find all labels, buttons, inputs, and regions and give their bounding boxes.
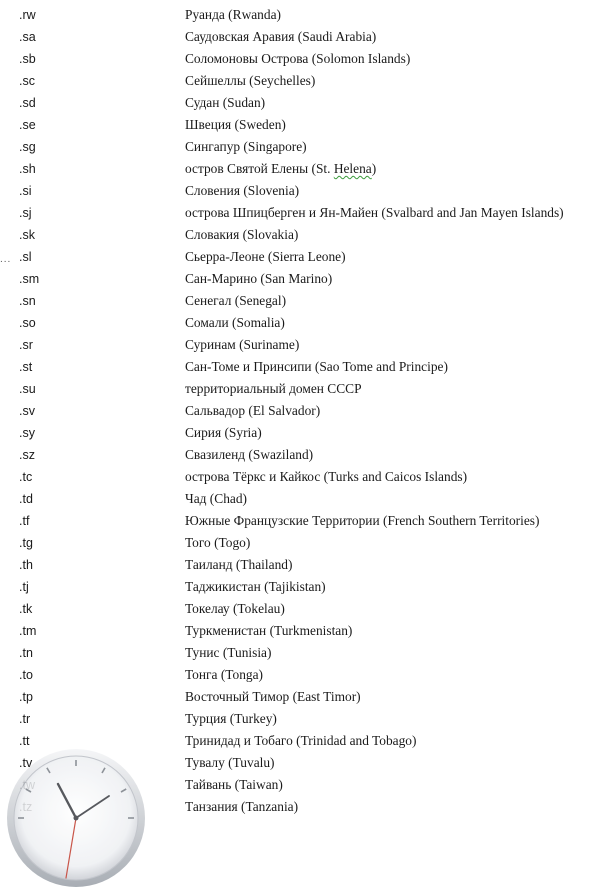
- table-row: [0, 466, 605, 488]
- tld-code: .rw: [19, 8, 36, 22]
- tld-code: .sj: [19, 206, 32, 220]
- table-row: [0, 400, 605, 422]
- country-name: Танзания (Tanzania): [185, 799, 299, 814]
- country-name: Сингапур (Singapore): [185, 139, 307, 154]
- table-row: [0, 620, 605, 642]
- country-name: Южные Французские Территории (French Southern Territories): [185, 513, 540, 528]
- table-row: [0, 70, 605, 92]
- table-row: [0, 378, 605, 400]
- tld-code: .sz: [19, 448, 35, 462]
- country-name: Того (Togo): [185, 535, 251, 550]
- tld-code: .tf: [19, 514, 30, 528]
- country-name: Саудовская Аравия (Saudi Arabia): [185, 29, 377, 44]
- tld-code: .tj: [19, 580, 29, 594]
- country-name: Туркменистан (Turkmenistan): [185, 623, 353, 638]
- table-row: [0, 598, 605, 620]
- country-name: Судан (Sudan): [185, 95, 266, 110]
- table-row: [0, 532, 605, 554]
- table-row: [0, 180, 605, 202]
- table-row: [0, 576, 605, 598]
- table-row: [0, 4, 605, 26]
- table-row: [0, 686, 605, 708]
- tld-code: .to: [19, 668, 33, 682]
- country-name: Сенегал (Senegal): [185, 293, 287, 308]
- tld-table: [0, 4, 605, 818]
- tld-code: .sn: [19, 294, 36, 308]
- country-name: Тунис (Tunisia): [185, 645, 272, 660]
- table-row: [0, 554, 605, 576]
- tld-code: .sk: [19, 228, 35, 242]
- table-row: [0, 488, 605, 510]
- table-row: [0, 246, 605, 268]
- country-name: Таиланд (Thailand): [185, 557, 293, 572]
- country-name: остров Святой Елены (St. Helena): [185, 161, 377, 176]
- tld-code: .tp: [19, 690, 33, 704]
- tld-code: .td: [19, 492, 33, 506]
- table-row: [0, 708, 605, 730]
- tld-code: .tm: [19, 624, 37, 638]
- country-name: Сальвадор (El Salvador): [185, 403, 321, 418]
- country-name: Тайвань (Taiwan): [185, 777, 283, 792]
- country-name: Сомали (Somalia): [185, 315, 285, 330]
- table-row: [0, 158, 605, 180]
- country-name: Восточный Тимор (East Timor): [185, 689, 361, 704]
- tld-code: .sb: [19, 52, 36, 66]
- country-name: Турция (Turkey): [185, 711, 277, 726]
- country-name: Суринам (Suriname): [185, 337, 300, 352]
- country-name: Руанда (Rwanda): [185, 7, 281, 22]
- table-row: [0, 664, 605, 686]
- tld-code: .so: [19, 316, 36, 330]
- tld-code: .tt: [19, 734, 30, 748]
- tld-code: .tk: [19, 602, 33, 616]
- tld-code: .sg: [19, 140, 36, 154]
- tld-code: .se: [19, 118, 36, 132]
- country-name: острова Шпицберген и Ян-Майен (Svalbard and Jan Mayen Islands): [185, 205, 564, 220]
- tld-code: .tg: [19, 536, 33, 550]
- country-name: Таджикистан (Tajikistan): [185, 579, 326, 594]
- tld-code: .tr: [19, 712, 31, 726]
- table-row: [0, 26, 605, 48]
- tld-code: .tc: [19, 470, 33, 484]
- country-name: Сан-Марино (San Marino): [185, 271, 333, 286]
- country-name: территориальный домен СССР: [185, 381, 362, 396]
- country-name: Словакия (Slovakia): [185, 227, 299, 242]
- table-row: [0, 422, 605, 444]
- country-name: Свазиленд (Swaziland): [185, 447, 314, 462]
- tld-code: .st: [19, 360, 33, 374]
- table-row: [0, 136, 605, 158]
- country-name: Швеция (Sweden): [185, 117, 286, 132]
- country-name: Тринидад и Тобаго (Trinidad and Tobago): [185, 733, 417, 748]
- table-row: [0, 334, 605, 356]
- clock-center: [74, 816, 79, 821]
- country-name: Сан-Томе и Принсипи (Sao Tome and Principe): [185, 359, 448, 374]
- country-name: Сьерра-Леоне (Sierra Leone): [185, 249, 346, 264]
- tld-code: .sm: [19, 272, 40, 286]
- tld-code: .tv: [19, 756, 33, 770]
- country-name: острова Тёркс и Кайкос (Turks and Caicos Islands): [185, 469, 468, 484]
- country-name: Чад (Chad): [185, 491, 247, 506]
- tld-code: .sv: [19, 404, 35, 418]
- table-row: [0, 510, 605, 532]
- tld-code: .sr: [19, 338, 33, 352]
- tld-code: .su: [19, 382, 36, 396]
- table-row: [0, 642, 605, 664]
- tld-code: .si: [19, 184, 32, 198]
- tld-code: .tn: [19, 646, 33, 660]
- country-name: Сейшеллы (Seychelles): [185, 73, 316, 88]
- country-name: Токелау (Tokelau): [185, 601, 285, 616]
- country-name: Соломоновы Острова (Solomon Islands): [185, 51, 411, 66]
- table-row: [0, 224, 605, 246]
- tld-code: .sa: [19, 30, 36, 44]
- tld-code: .sl: [19, 250, 32, 264]
- country-name: Тонга (Tonga): [185, 667, 264, 682]
- tld-code: .th: [19, 558, 33, 572]
- table-row: [0, 356, 605, 378]
- table-row: [0, 202, 605, 224]
- table-row: [0, 290, 605, 312]
- margin-mark: ...: [0, 254, 12, 265]
- tld-code: .sc: [19, 74, 35, 88]
- table-row: [0, 312, 605, 334]
- table-row: [0, 92, 605, 114]
- country-name: Словения (Slovenia): [185, 183, 300, 198]
- country-name: Тувалу (Tuvalu): [185, 755, 275, 770]
- table-row: [0, 444, 605, 466]
- analog-clock-icon[interactable]: [6, 748, 146, 888]
- tld-code: .sh: [19, 162, 36, 176]
- tld-code: .sd: [19, 96, 36, 110]
- table-row: [0, 114, 605, 136]
- country-name: Сирия (Syria): [185, 425, 262, 440]
- tld-code: .sy: [19, 426, 35, 440]
- table-row: [0, 48, 605, 70]
- table-row: [0, 268, 605, 290]
